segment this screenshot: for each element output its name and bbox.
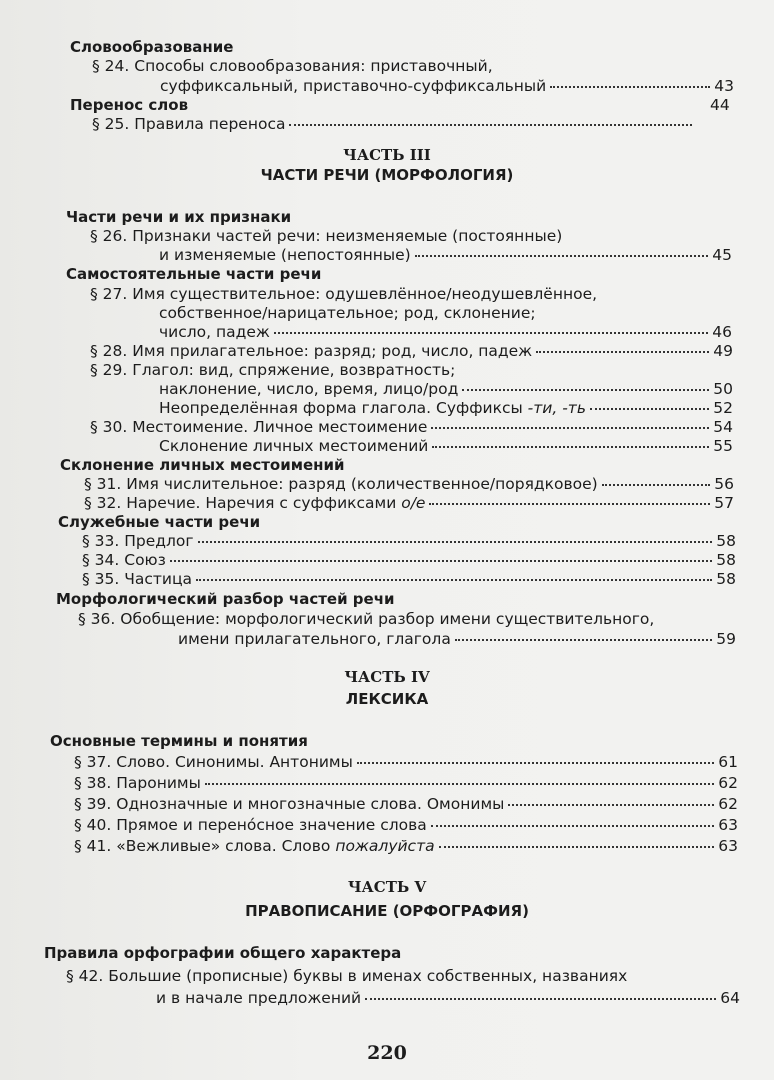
dot-leader xyxy=(289,123,692,126)
toc-entry-39 xyxy=(74,795,738,814)
toc-entry-42-line1: § 42. Большие (прописные) буквы в именах собственных, названиях xyxy=(66,967,628,985)
toc-entry-text: § 41. «Вежливые» слова. Слово пожалуйста xyxy=(74,837,435,855)
dot-leader xyxy=(196,578,712,581)
section-heading-orthography-rules: Правила орфографии общего характера xyxy=(44,944,402,962)
toc-entry-text: § 34. Союз xyxy=(82,551,166,569)
toc-entry-34 xyxy=(82,551,736,570)
toc-entry-text: и изменяемые (непостоянные) xyxy=(159,246,411,264)
toc-entry-text: § 35. Частица xyxy=(82,570,193,588)
section-heading-word-formation: Словообразование xyxy=(70,38,234,56)
section-heading-independent-pos: Самостоятельные части речи xyxy=(66,265,322,283)
page-ref: 58 xyxy=(716,570,736,588)
toc-entry-40 xyxy=(74,816,738,835)
dot-leader xyxy=(357,761,714,764)
toc-entry-31 xyxy=(84,475,734,494)
section-heading-hyphenation: Перенос слов xyxy=(70,96,189,114)
toc-entry-24 xyxy=(160,77,734,96)
section-heading-morph-analysis: Морфологический разбор частей речи xyxy=(56,590,395,608)
toc-entry-27-line1: § 27. Имя существительное: одушевлённое/неодушевлённое, xyxy=(90,285,598,303)
dot-leader xyxy=(462,388,709,391)
toc-entry-32 xyxy=(84,494,734,513)
page-ref: 50 xyxy=(713,380,733,398)
page-number: 220 xyxy=(367,1042,407,1064)
dot-leader xyxy=(205,782,714,785)
page-ref: 43 xyxy=(714,77,734,95)
page-ref: 63 xyxy=(718,837,738,855)
dot-leader xyxy=(170,559,712,562)
toc-entry-text: наклонение, число, время, лицо/род xyxy=(159,380,459,398)
dot-leader xyxy=(415,254,709,257)
dot-leader xyxy=(431,824,715,827)
toc-entry-29 xyxy=(159,380,733,399)
part-label-4: ЧАСТЬ IV xyxy=(344,668,430,686)
page-ref: 64 xyxy=(720,989,740,1007)
toc-entry-text: § 30. Местоимение. Личное местоимение xyxy=(90,418,428,436)
toc-entry-37 xyxy=(74,753,738,772)
dot-leader xyxy=(455,638,712,641)
section-heading-function-words: Служебные части речи xyxy=(58,513,261,531)
page-ref: 55 xyxy=(713,437,733,455)
toc-entry-text: § 25. Правила переноса xyxy=(92,115,286,133)
toc-entry-29-line1: § 29. Глагол: вид, спряжение, возвратность; xyxy=(90,361,456,379)
toc-entry-text: § 39. Однозначные и многозначные слова. Омонимы xyxy=(74,795,505,813)
toc-entry-text: § 40. Прямое и перено́сное значение слова xyxy=(74,816,427,834)
toc-entry-36-line1: § 36. Обобщение: морфологический разбор имени существительного, xyxy=(78,610,655,628)
page-ref: 56 xyxy=(714,475,734,493)
dot-leader xyxy=(431,426,709,429)
toc-entry-text: § 33. Предлог xyxy=(82,532,194,550)
part-label-3: ЧАСТЬ III xyxy=(343,146,431,164)
toc-entry-30-sub xyxy=(159,437,733,456)
toc-entry-30 xyxy=(90,418,733,437)
toc-entry-27-line2: собственное/нарицательное; род, склонение; xyxy=(159,304,536,322)
page-ref: 59 xyxy=(716,630,736,648)
part-label-5: ЧАСТЬ V xyxy=(347,878,427,896)
toc-entry-28 xyxy=(90,342,733,361)
page-ref: 46 xyxy=(712,323,732,341)
toc-entry-text: § 32. Наречие. Наречия с суффиксами о/е xyxy=(84,494,426,512)
page-ref: 45 xyxy=(712,246,732,264)
dot-leader xyxy=(439,845,715,848)
dot-leader xyxy=(508,803,714,806)
part-title-4: ЛЕКСИКА xyxy=(345,690,429,708)
dot-leader xyxy=(550,85,710,88)
dot-leader xyxy=(602,483,711,486)
toc-entry-38 xyxy=(74,774,738,793)
toc-entry-33 xyxy=(82,532,736,551)
dot-leader xyxy=(198,540,713,543)
toc-entry-text: § 38. Паронимы xyxy=(74,774,201,792)
page-ref: 61 xyxy=(718,753,738,771)
section-heading-terms: Основные термины и понятия xyxy=(50,732,308,750)
toc-entry-27 xyxy=(159,323,732,342)
page-ref: 44 xyxy=(710,96,730,114)
page-ref: 49 xyxy=(713,342,733,360)
section-heading-pronoun-declension: Склонение личных местоимений xyxy=(60,456,345,474)
page-ref: 58 xyxy=(716,551,736,569)
part-title-5: ПРАВОПИСАНИЕ (ОРФОГРАФИЯ) xyxy=(245,902,529,920)
toc-entry-26 xyxy=(159,246,732,265)
toc-entry-24-line1: § 24. Способы словообразования: приставочный, xyxy=(92,57,493,75)
toc-entry-text: § 31. Имя числительное: разряд (количественное/порядковое) xyxy=(84,475,598,493)
page-ref: 52 xyxy=(713,399,733,417)
toc-entry-25 xyxy=(92,115,696,134)
page-ref: 58 xyxy=(716,532,736,550)
section-heading-pos-features: Части речи и их признаки xyxy=(66,208,292,226)
toc-entry-35 xyxy=(82,570,736,589)
page-ref: 57 xyxy=(714,494,734,512)
toc-entry-text: Склонение личных местоимений xyxy=(159,437,429,455)
dot-leader xyxy=(432,445,709,448)
page-ref: 62 xyxy=(718,795,738,813)
dot-leader xyxy=(365,997,716,1000)
toc-entry-text: § 28. Имя прилагательное: разряд; род, число, падеж xyxy=(90,342,533,360)
toc-entry-text: число, падеж xyxy=(159,323,270,341)
toc-entry-41 xyxy=(74,837,738,856)
part-title-3: ЧАСТИ РЕЧИ (МОРФОЛОГИЯ) xyxy=(260,166,514,184)
toc-entry-text: § 37. Слово. Синонимы. Антонимы xyxy=(74,753,353,771)
toc-entry-text: имени прилагательного, глагола xyxy=(178,630,451,648)
dot-leader xyxy=(274,331,708,334)
toc-entry-26-line1: § 26. Признаки частей речи: неизменяемые (постоянные) xyxy=(90,227,563,245)
dot-leader xyxy=(536,350,709,353)
toc-entry-29-infinitive xyxy=(159,399,733,418)
toc-entry-36 xyxy=(178,630,736,649)
page-ref: 62 xyxy=(718,774,738,792)
toc-entry-text: Неопределённая форма глагола. Суффиксы -ти, -ть xyxy=(159,399,586,417)
page-ref: 54 xyxy=(713,418,733,436)
toc-entry-42 xyxy=(156,989,740,1008)
dot-leader xyxy=(590,407,709,410)
page-ref: 63 xyxy=(718,816,738,834)
toc-entry-24-line2: суффиксальный, приставочно-суффиксальный xyxy=(160,77,547,95)
toc-entry-text: и в начале предложений xyxy=(156,989,362,1007)
dot-leader xyxy=(429,502,710,505)
